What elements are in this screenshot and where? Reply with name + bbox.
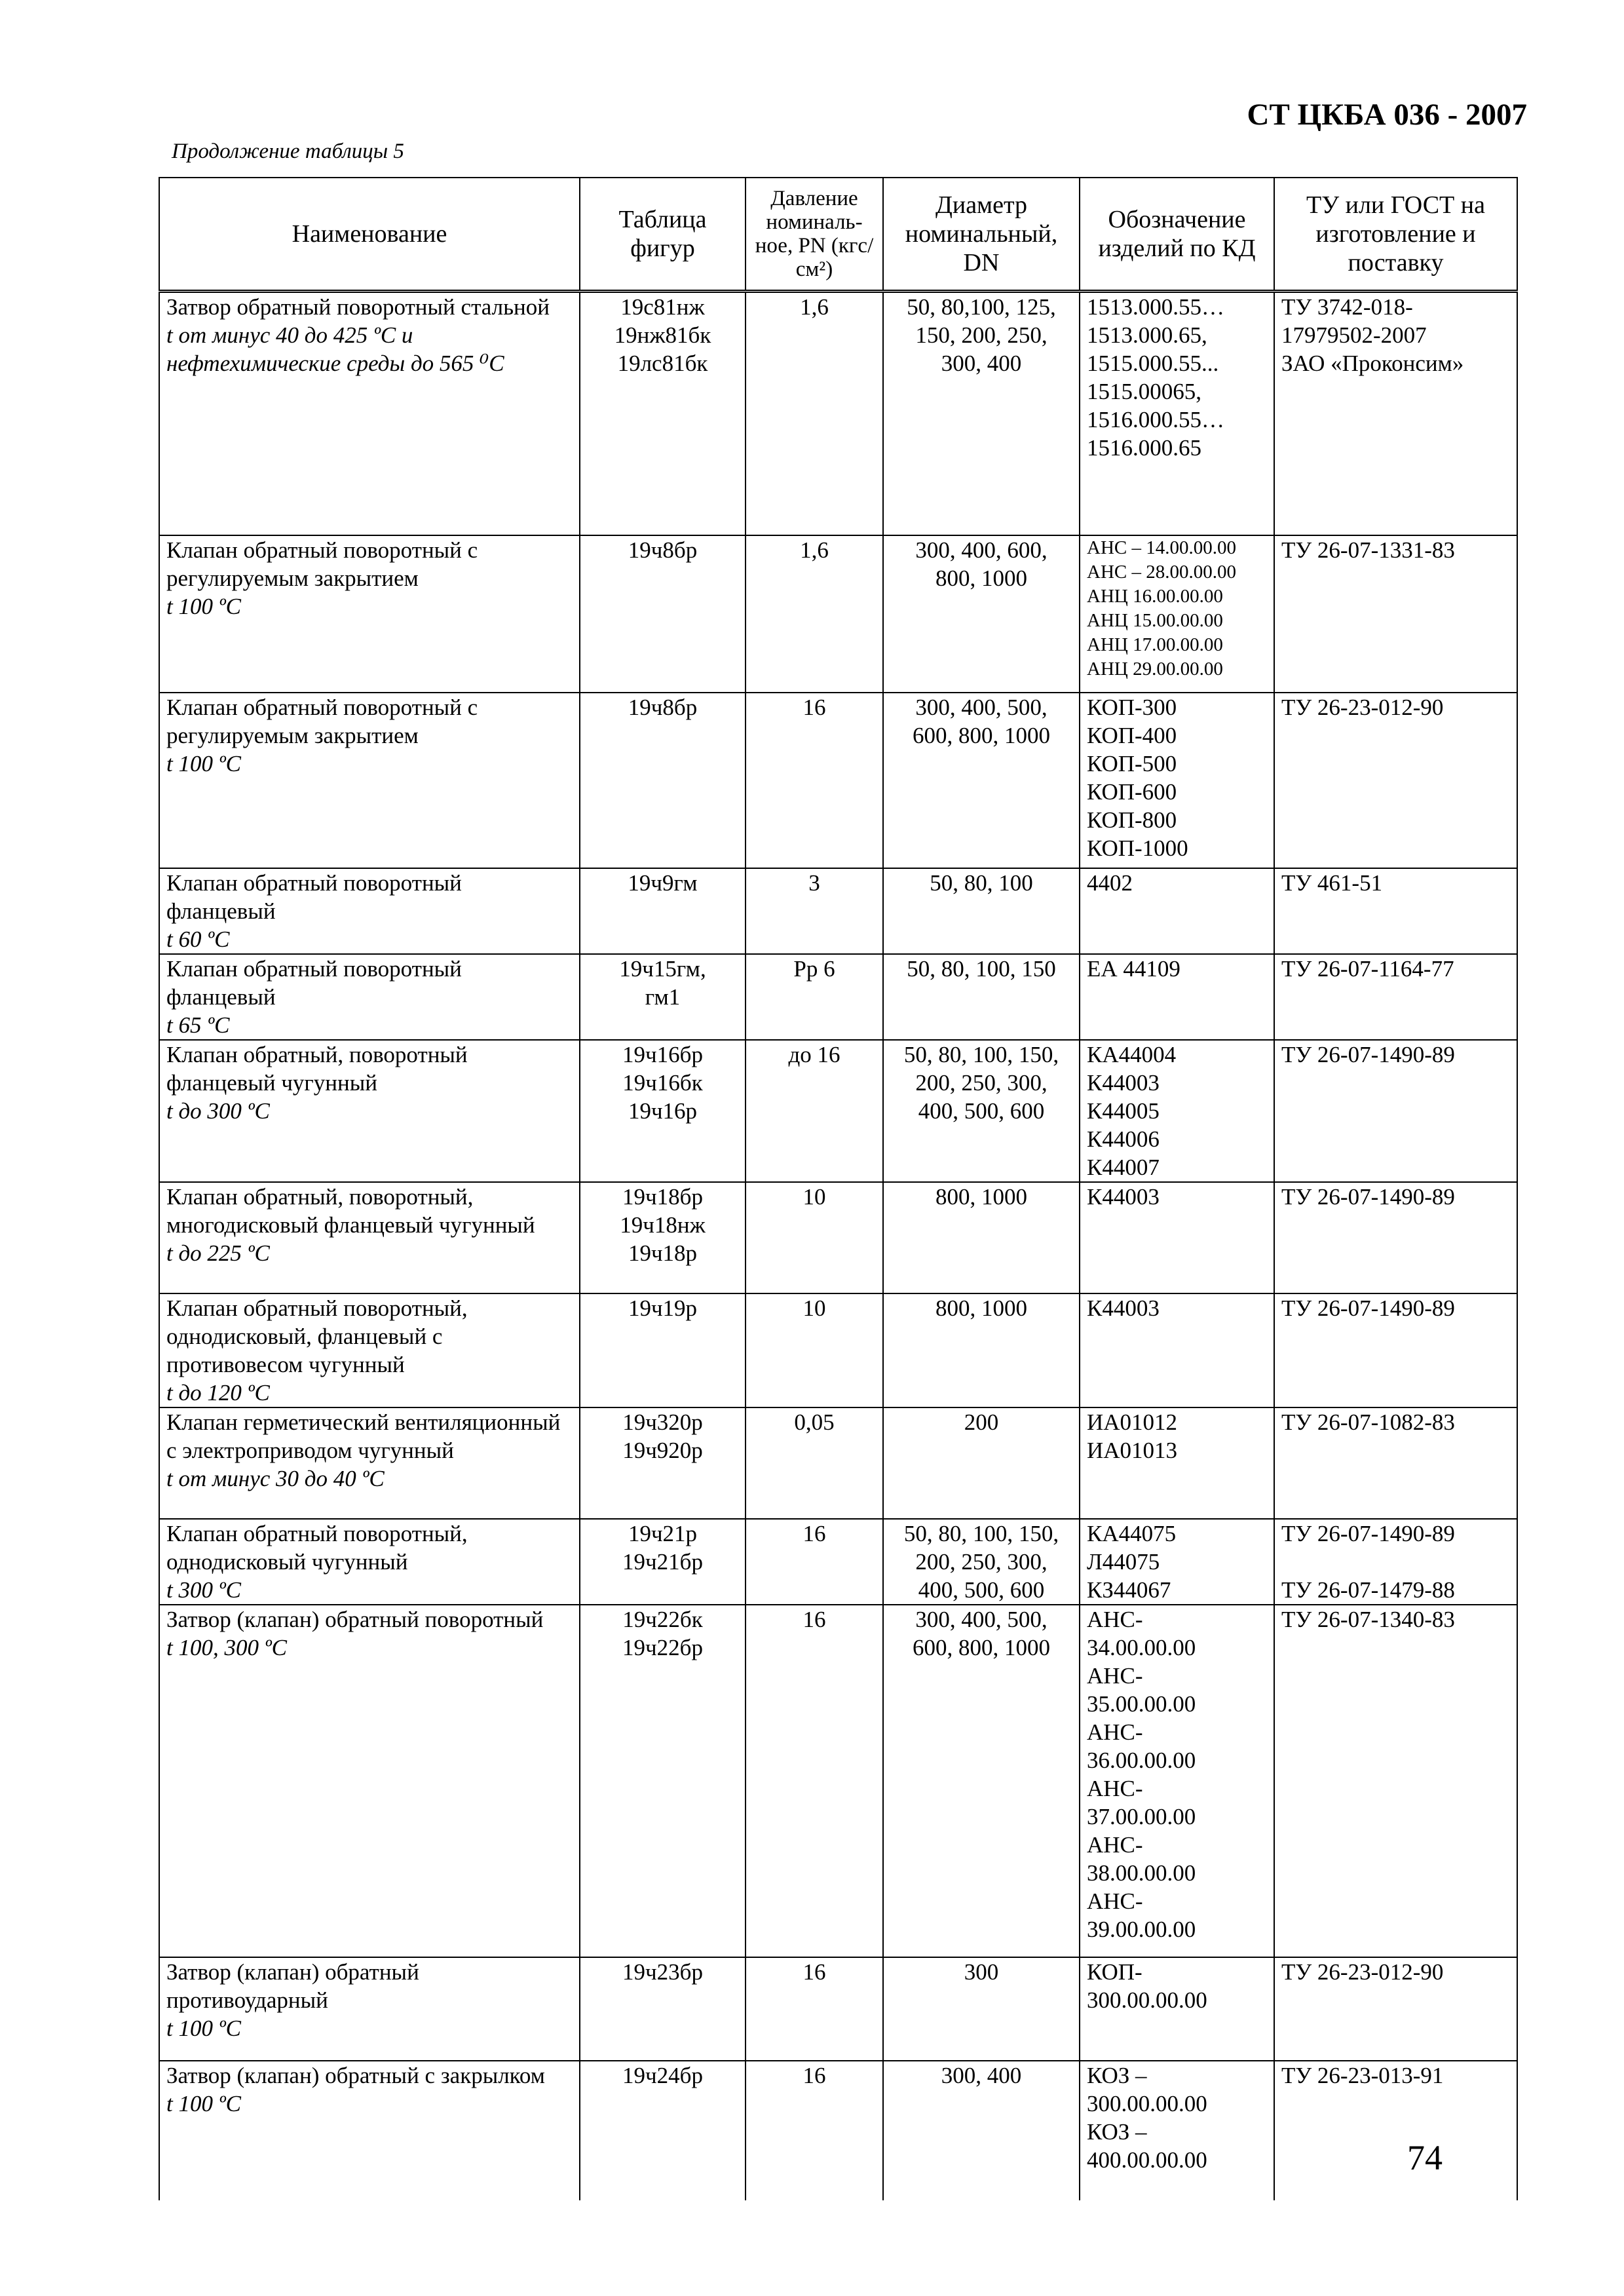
table-row — [159, 1957, 1517, 2061]
cell-kd: КОП-300 КОП-400 КОП-500 КОП-600 КОП-800 КОП-1000 — [1080, 693, 1274, 868]
cell-dn: 300, 400 — [883, 2061, 1080, 2200]
cell-name — [159, 868, 580, 954]
cell-spec: ТУ 26-07-1082-83 — [1274, 1407, 1517, 1519]
cell-pn: 16 — [746, 2061, 883, 2200]
cell-name — [159, 2061, 580, 2200]
item-name: Клапан обратный поворотный фланцевый — [166, 870, 462, 924]
cell-figure: 19ч24бр — [580, 2061, 746, 2200]
cell-spec: ТУ 26-23-013-91 — [1274, 2061, 1517, 2200]
cell-pn: 16 — [746, 693, 883, 868]
table-row — [159, 954, 1517, 1040]
item-name: Клапан обратный поворотный, однодисковый, фланцевый с противовесом чугунный — [166, 1295, 468, 1377]
item-temperature: t 60 ºС — [166, 926, 230, 952]
table-row — [159, 1182, 1517, 1293]
item-temperature: t 65 ºС — [166, 1012, 230, 1038]
header-spec: ТУ или ГОСТ на изготовление и поставку — [1274, 178, 1517, 292]
cell-figure: 19ч18бр 19ч18нж 19ч18р — [580, 1182, 746, 1293]
cell-pn: 1,6 — [746, 535, 883, 693]
table-row — [159, 292, 1517, 535]
cell-pn: 0,05 — [746, 1407, 883, 1519]
cell-dn: 800, 1000 — [883, 1293, 1080, 1407]
header-pn: Давление номиналь-ное, PN (кгс/см²) — [746, 178, 883, 292]
cell-figure: 19ч23бр — [580, 1957, 746, 2061]
cell-pn: 16 — [746, 1605, 883, 1957]
cell-dn: 300 — [883, 1957, 1080, 2061]
item-temperature: t 300 ºС — [166, 1577, 241, 1603]
cell-name — [159, 1605, 580, 1957]
cell-figure: 19ч9гм — [580, 868, 746, 954]
cell-dn: 300, 400, 500, 600, 800, 1000 — [883, 1605, 1080, 1957]
cell-kd: ЕА 44109 — [1080, 954, 1274, 1040]
table-row — [159, 1519, 1517, 1605]
cell-pn: 16 — [746, 1957, 883, 2061]
cell-pn: 10 — [746, 1182, 883, 1293]
cell-name — [159, 1957, 580, 2061]
cell-kd: КОП- 300.00.00.00 — [1080, 1957, 1274, 2061]
table-row — [159, 693, 1517, 868]
table-body — [159, 292, 1517, 2200]
cell-pn: 10 — [746, 1293, 883, 1407]
table-continuation-caption: Продолжение таблицы 5 — [172, 140, 404, 163]
table-row — [159, 2061, 1517, 2200]
cell-spec: ТУ 3742-018- 17979502-2007 ЗАО «Проконсим» — [1274, 292, 1517, 535]
item-name: Затвор (клапан) обратный противоударный — [166, 1959, 419, 2013]
item-temperature: t от минус 30 до 40 ºС — [166, 1465, 385, 1491]
cell-figure: 19ч15гм, гм1 — [580, 954, 746, 1040]
cell-dn: 50, 80, 100, 150 — [883, 954, 1080, 1040]
item-name: Клапан обратный поворотный с регулируемым закрытием — [166, 537, 478, 591]
cell-figure: 19ч8бр — [580, 693, 746, 868]
cell-spec: ТУ 26-23-012-90 — [1274, 1957, 1517, 2061]
item-name: Клапан герметический вентиляционный с электроприводом чугунный — [166, 1409, 561, 1463]
item-name: Клапан обратный поворотный с регулируемым закрытием — [166, 694, 478, 748]
valves-table — [159, 177, 1518, 2200]
cell-figure: 19ч320р 19ч920р — [580, 1407, 746, 1519]
cell-name — [159, 1519, 580, 1605]
header-kd: Обозначение изделий по КД — [1080, 178, 1274, 292]
cell-spec: ТУ 26-07-1331-83 — [1274, 535, 1517, 693]
item-temperature: t до 120 ºС — [166, 1379, 270, 1406]
table-row — [159, 1040, 1517, 1182]
cell-name — [159, 535, 580, 693]
cell-dn: 50, 80, 100, 150, 200, 250, 300, 400, 500, 600 — [883, 1040, 1080, 1182]
cell-dn: 300, 400, 500, 600, 800, 1000 — [883, 693, 1080, 868]
cell-spec: ТУ 26-23-012-90 — [1274, 693, 1517, 868]
document-code: СТ ЦКБА 036 - 2007 — [1247, 98, 1527, 132]
item-name: Клапан обратный поворотный, однодисковый чугунный — [166, 1520, 468, 1575]
item-temperature: t до 300 ºС — [166, 1098, 270, 1124]
cell-dn: 300, 400, 600, 800, 1000 — [883, 535, 1080, 693]
page-number: 74 — [1407, 2138, 1443, 2177]
cell-kd: АНС – 14.00.00.00 АНС – 28.00.00.00 АНЦ 16.00.00.00 АНЦ 15.00.00.00 АНЦ 17.00.00.00 АНЦ 29.00.00.00 — [1080, 535, 1274, 693]
cell-kd: К44003 — [1080, 1293, 1274, 1407]
cell-dn: 200 — [883, 1407, 1080, 1519]
item-temperature: t 100 ºС — [166, 750, 241, 776]
item-temperature: t 100 ºС — [166, 593, 241, 619]
cell-name — [159, 693, 580, 868]
cell-spec: ТУ 461-51 — [1274, 868, 1517, 954]
table-row — [159, 1605, 1517, 1957]
cell-dn: 50, 80, 100 — [883, 868, 1080, 954]
cell-kd: 1513.000.55… 1513.000.65, 1515.000.55... 1515.00065, 1516.000.55… 1516.000.65 — [1080, 292, 1274, 535]
cell-figure: 19с81нж 19нж81бк 19лс81бк — [580, 292, 746, 535]
item-temperature: t 100, 300 ºС — [166, 1634, 287, 1660]
cell-name — [159, 1407, 580, 1519]
cell-name — [159, 292, 580, 535]
cell-figure: 19ч19р — [580, 1293, 746, 1407]
cell-kd: ИА01012 ИА01013 — [1080, 1407, 1274, 1519]
item-name: Затвор (клапан) обратный с закрылком — [166, 2062, 545, 2088]
cell-kd: КА44075 Л44075 КЗ44067 — [1080, 1519, 1274, 1605]
table-row — [159, 535, 1517, 693]
cell-kd: 4402 — [1080, 868, 1274, 954]
cell-name — [159, 1182, 580, 1293]
item-temperature: t 100 ºС — [166, 2015, 241, 2041]
item-temperature: t до 225 ºС — [166, 1240, 270, 1266]
cell-pn: 3 — [746, 868, 883, 954]
cell-kd: КОЗ – 300.00.00.00 КОЗ – 400.00.00.00 — [1080, 2061, 1274, 2200]
item-name: Клапан обратный поворотный фланцевый — [166, 955, 462, 1010]
table-row — [159, 1407, 1517, 1519]
header-dn: Диаметр номинальный, DN — [883, 178, 1080, 292]
cell-pn: 1,6 — [746, 292, 883, 535]
cell-spec: ТУ 26-07-1164-77 — [1274, 954, 1517, 1040]
table-row — [159, 868, 1517, 954]
item-name: Клапан обратный, поворотный, многодисковый фланцевый чугунный — [166, 1183, 535, 1238]
item-name: Затвор обратный поворотный стальной — [166, 294, 550, 320]
item-temperature: t 100 ºС — [166, 2090, 241, 2116]
cell-name — [159, 954, 580, 1040]
cell-spec: ТУ 26-07-1490-89 ТУ 26-07-1479-88 — [1274, 1519, 1517, 1605]
cell-pn: до 16 — [746, 1040, 883, 1182]
cell-spec: ТУ 26-07-1490-89 — [1274, 1293, 1517, 1407]
cell-pn: Рр 6 — [746, 954, 883, 1040]
item-name: Затвор (клапан) обратный поворотный — [166, 1606, 544, 1632]
cell-spec: ТУ 26-07-1340-83 — [1274, 1605, 1517, 1957]
table-header-row — [159, 178, 1517, 292]
cell-name — [159, 1040, 580, 1182]
item-temperature: t от минус 40 до 425 ºС и нефтехимические среды до 565 ⁰С — [166, 322, 504, 376]
cell-kd: КА44004 К44003 К44005 К44006 К44007 — [1080, 1040, 1274, 1182]
cell-figure: 19ч21р 19ч21бр — [580, 1519, 746, 1605]
cell-figure: 19ч8бр — [580, 535, 746, 693]
item-name: Клапан обратный, поворотный фланцевый чугунный — [166, 1041, 468, 1096]
cell-dn: 800, 1000 — [883, 1182, 1080, 1293]
header-figure: Таблица фигур — [580, 178, 746, 292]
cell-kd: АНС- 34.00.00.00 АНС- 35.00.00.00 АНС- 36.00.00.00 АНС- 37.00.00.00 АНС- 38.00.00.00 АНС- 39.00.00.00 — [1080, 1605, 1274, 1957]
cell-spec: ТУ 26-07-1490-89 — [1274, 1182, 1517, 1293]
cell-dn: 50, 80,100, 125, 150, 200, 250, 300, 400 — [883, 292, 1080, 535]
header-name: Наименование — [159, 178, 580, 292]
cell-figure: 19ч22бк 19ч22бр — [580, 1605, 746, 1957]
cell-name — [159, 1293, 580, 1407]
cell-dn: 50, 80, 100, 150, 200, 250, 300, 400, 500, 600 — [883, 1519, 1080, 1605]
table-row — [159, 1293, 1517, 1407]
cell-figure: 19ч16бр 19ч16бк 19ч16р — [580, 1040, 746, 1182]
cell-spec: ТУ 26-07-1490-89 — [1274, 1040, 1517, 1182]
cell-kd: К44003 — [1080, 1182, 1274, 1293]
cell-pn: 16 — [746, 1519, 883, 1605]
